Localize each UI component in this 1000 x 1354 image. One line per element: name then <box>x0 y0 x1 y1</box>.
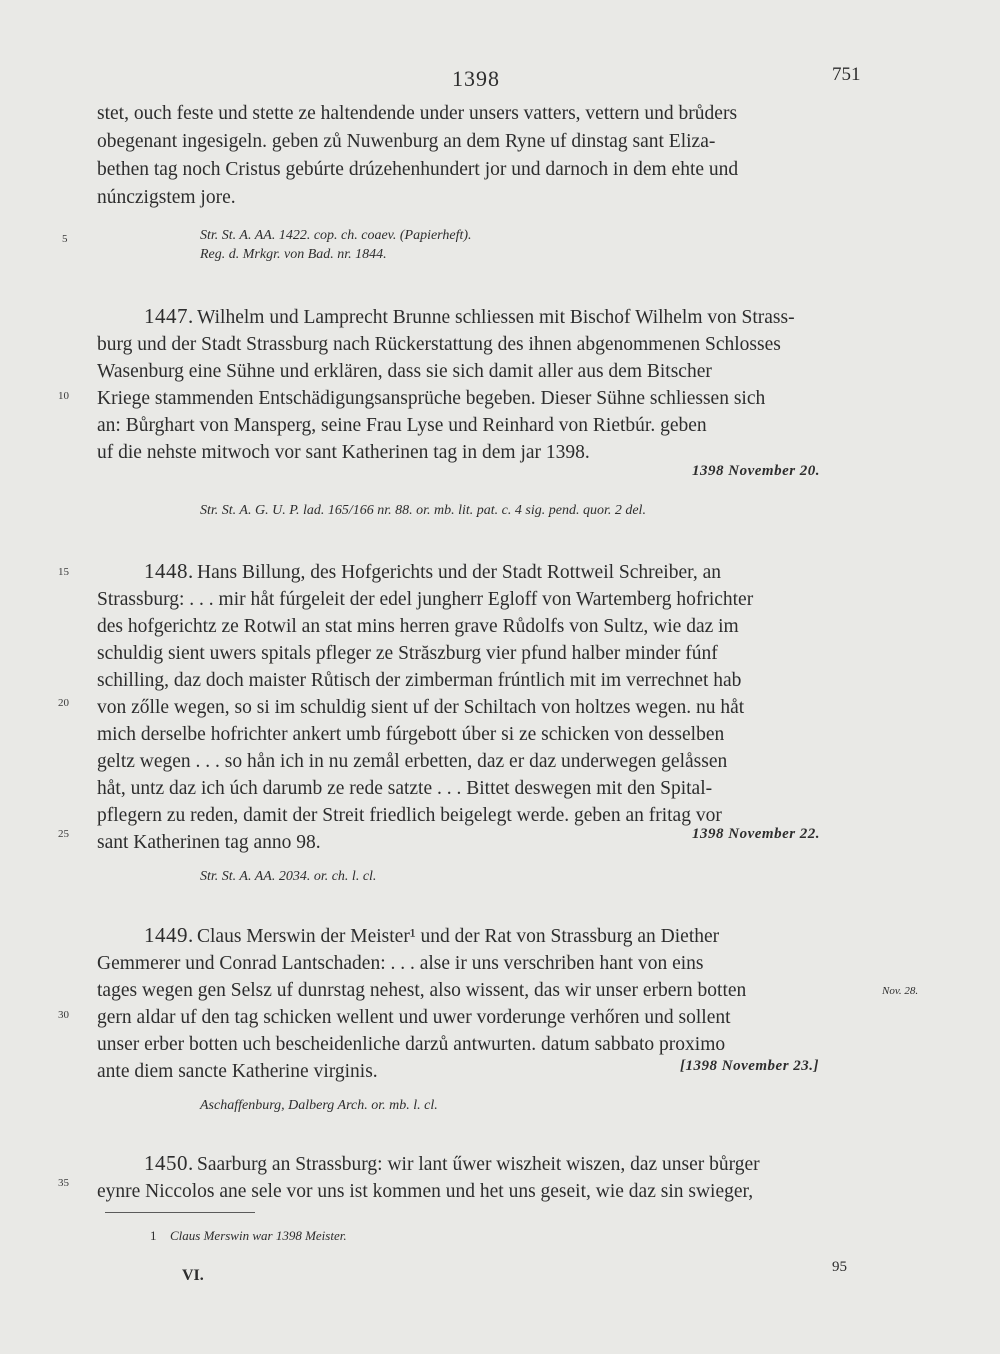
document-date: 1398 November 22. <box>692 826 821 842</box>
text-line: tages wegen gen Selsz uf dunrstag nehest, also wissent, das wir unser erbern botten <box>97 980 747 1001</box>
text-line: ante diem sancte Katherine virginis. <box>97 1061 378 1082</box>
header-year: 1398 <box>452 66 500 91</box>
text-line: burg und der Stadt Strassburg nach Rückerstattung des ihnen abgenommenen Schlosses <box>97 334 781 355</box>
line-number: 5 <box>62 233 68 245</box>
folio-number: 95 <box>832 1259 847 1275</box>
line-number: 35 <box>58 1177 69 1189</box>
line-number: 30 <box>58 1009 69 1021</box>
text-line: mich derselbe hofrichter ankert umb fúrgebott úber si ze schicken von desselben <box>97 724 725 745</box>
margin-note: Nov. 28. <box>882 985 919 997</box>
text-line: eynre Niccolos ane sele vor uns ist kommen und het uns geseit, wie daz sin swieger, <box>97 1181 754 1202</box>
source-citation: Reg. d. Mrkgr. von Bad. nr. 1844. <box>200 247 387 262</box>
source-citation: Aschaffenburg, Dalberg Arch. or. mb. l. cl. <box>200 1098 438 1113</box>
text-line: pflegern zu reden, damit der Streit friedlich beigelegt werde. geben an fritag vor <box>97 805 722 826</box>
line-number: 25 <box>58 828 69 840</box>
line-number: 10 <box>58 390 69 402</box>
document-number: 1447. <box>144 304 194 328</box>
text-line: unser erber botten uch bescheidenliche darzů antwurten. datum sabbato proximo <box>97 1034 726 1055</box>
source-citation: Str. St. A. AA. 1422. cop. ch. coaev. (Papierheft). <box>200 228 472 243</box>
text-line: stet, ouch feste und stette ze haltendende under unsers vatters, vettern und brůders <box>97 103 738 124</box>
line-number: 20 <box>58 697 69 709</box>
footnote-text: Claus Merswin war 1398 Meister. <box>170 1228 347 1243</box>
text-line: gern aldar uf den tag schicken wellent und uwer vorderunge verhőren und sollent <box>97 1007 731 1028</box>
text-line: håt, untz daz ich úch darumb ze rede satzte . . . Bittet deswegen mit den Spital- <box>97 778 713 799</box>
text-line: Wilhelm und Lamprecht Brunne schliessen mit Bischof Wilhelm von Strass- <box>197 307 795 328</box>
text-line: geltz wegen . . . so hån ich in nu zemål erbetten, daz er daz underwegen gelåssen <box>97 751 728 772</box>
text-line: bethen tag noch Cristus gebúrte drúzehenhundert jor und darnoch in dem ehte und <box>97 159 739 180</box>
document-date: [1398 November 23.] <box>680 1058 820 1074</box>
text-line: schuldig sient uwers spitals pfleger ze Străszburg vier pfund halber minder fúnf <box>97 643 718 664</box>
header-page-number: 751 <box>832 64 861 85</box>
text-line: Claus Merswin der Meister¹ und der Rat von Strassburg an Diether <box>197 926 720 947</box>
text-line: von zőlle wegen, so si im schuldig sient uf der Schiltach von holtzes wegen. nu håt <box>97 697 745 718</box>
text-line: núnczigstem jore. <box>97 187 236 208</box>
document-number: 1449. <box>144 923 194 947</box>
text-line: sant Katherinen tag anno 98. <box>97 832 321 853</box>
signature-mark: VI. <box>182 1267 204 1284</box>
text-line: schilling, daz doch maister Růtisch der zimberman frúntlich mit im verrechnet hab <box>97 670 742 691</box>
document-number: 1450. <box>144 1151 194 1175</box>
text-line: Saarburg an Strassburg: wir lant űwer wiszheit wiszen, daz unser bůrger <box>197 1154 760 1175</box>
text-line: obegenant ingesigeln. geben zů Nuwenburg an dem Ryne uf dinstag sant Eliza- <box>97 131 716 152</box>
document-number: 1448. <box>144 559 194 583</box>
text-line: Kriege stammenden Entschädigungsansprüche begeben. Dieser Sühne schliessen sich <box>97 388 766 409</box>
text-line: Hans Billung, des Hofgerichts und der Stadt Rottweil Schreiber, an <box>197 562 721 583</box>
line-number: 15 <box>58 566 69 578</box>
text-line: Strassburg: . . . mir håt fúrgeleit der edel jungherr Egloff von Wartemberg hofrichter <box>97 589 754 610</box>
source-citation: Str. St. A. G. U. P. lad. 165/166 nr. 88. or. mb. lit. pat. c. 4 sig. pend. quor. 2 del. <box>200 503 646 518</box>
text-line: uf die nehste mitwoch vor sant Katherinen tag in dem jar 1398. <box>97 442 590 463</box>
text-line: an: Bůrghart von Mansperg, seine Frau Lyse und Reinhard von Rietbúr. geben <box>97 415 707 436</box>
footnote-marker: 1 <box>150 1228 157 1243</box>
footnote-rule <box>105 1212 255 1213</box>
document-date: 1398 November 20. <box>692 463 821 479</box>
text-line: des hofgerichtz ze Rotwil an stat mins herren grave Růdolfs von Sultz, wie daz im <box>97 616 739 637</box>
text-line: Gemmerer und Conrad Lantschaden: . . . alse ir uns verschriben hant von eins <box>97 953 704 974</box>
text-line: Wasenburg eine Sühne und erklären, dass sie sich damit aller aus dem Bitscher <box>97 361 712 382</box>
source-citation: Str. St. A. AA. 2034. or. ch. l. cl. <box>200 869 377 884</box>
